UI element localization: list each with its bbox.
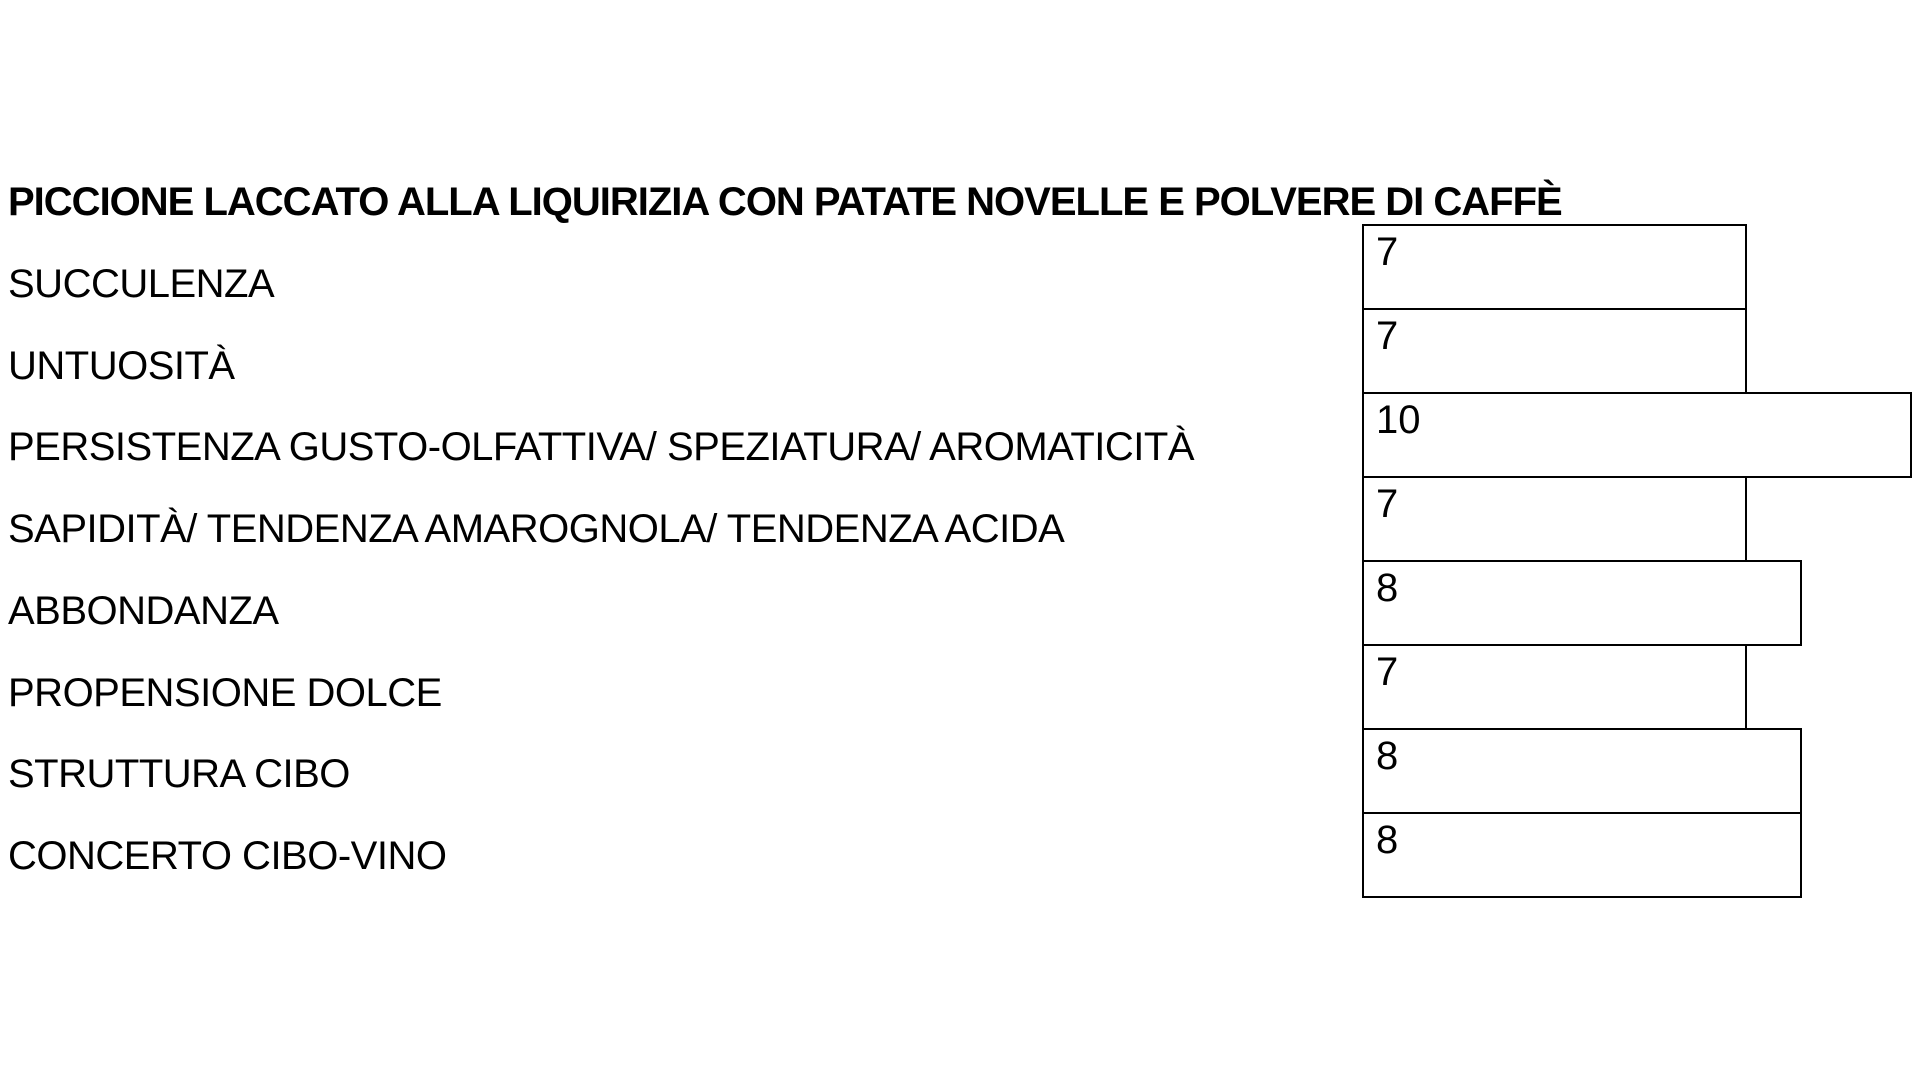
bar <box>1362 644 1747 730</box>
bar <box>1362 392 1912 478</box>
category-label: SUCCULENZA <box>8 262 275 306</box>
bar-value-label: 7 <box>1376 482 1399 526</box>
bar <box>1362 476 1747 562</box>
chart-title: PICCIONE LACCATO ALLA LIQUIRIZIA CON PATATE NOVELLE E POLVERE DI CAFFÈ <box>8 180 1562 224</box>
bar-value-label: 10 <box>1376 398 1421 442</box>
bar <box>1362 728 1802 814</box>
category-label: ABBONDANZA <box>8 588 279 633</box>
category-label: UNTUOSITÀ <box>8 343 235 388</box>
bar <box>1362 812 1802 898</box>
category-label: CONCERTO CIBO-VINO <box>8 833 447 878</box>
bar-value-label: 7 <box>1376 650 1399 694</box>
bar-value-label: 8 <box>1376 566 1399 610</box>
category-label: STRUTTURA CIBO <box>8 752 350 797</box>
category-label: PERSISTENZA GUSTO-OLFATTIVA/ SPEZIATURA/ AROMATICITÀ <box>8 425 1195 470</box>
bar <box>1362 308 1747 394</box>
bar <box>1362 224 1747 310</box>
category-label: PROPENSIONE DOLCE <box>8 670 442 715</box>
bar <box>1362 560 1802 646</box>
bar-value-label: 7 <box>1376 314 1399 358</box>
bar-value-label: 7 <box>1376 230 1399 274</box>
bar-value-label: 8 <box>1376 734 1399 778</box>
category-label: SAPIDITÀ/ TENDENZA AMAROGNOLA/ TENDENZA ACIDA <box>8 507 1065 552</box>
bar-value-label: 8 <box>1376 818 1399 862</box>
